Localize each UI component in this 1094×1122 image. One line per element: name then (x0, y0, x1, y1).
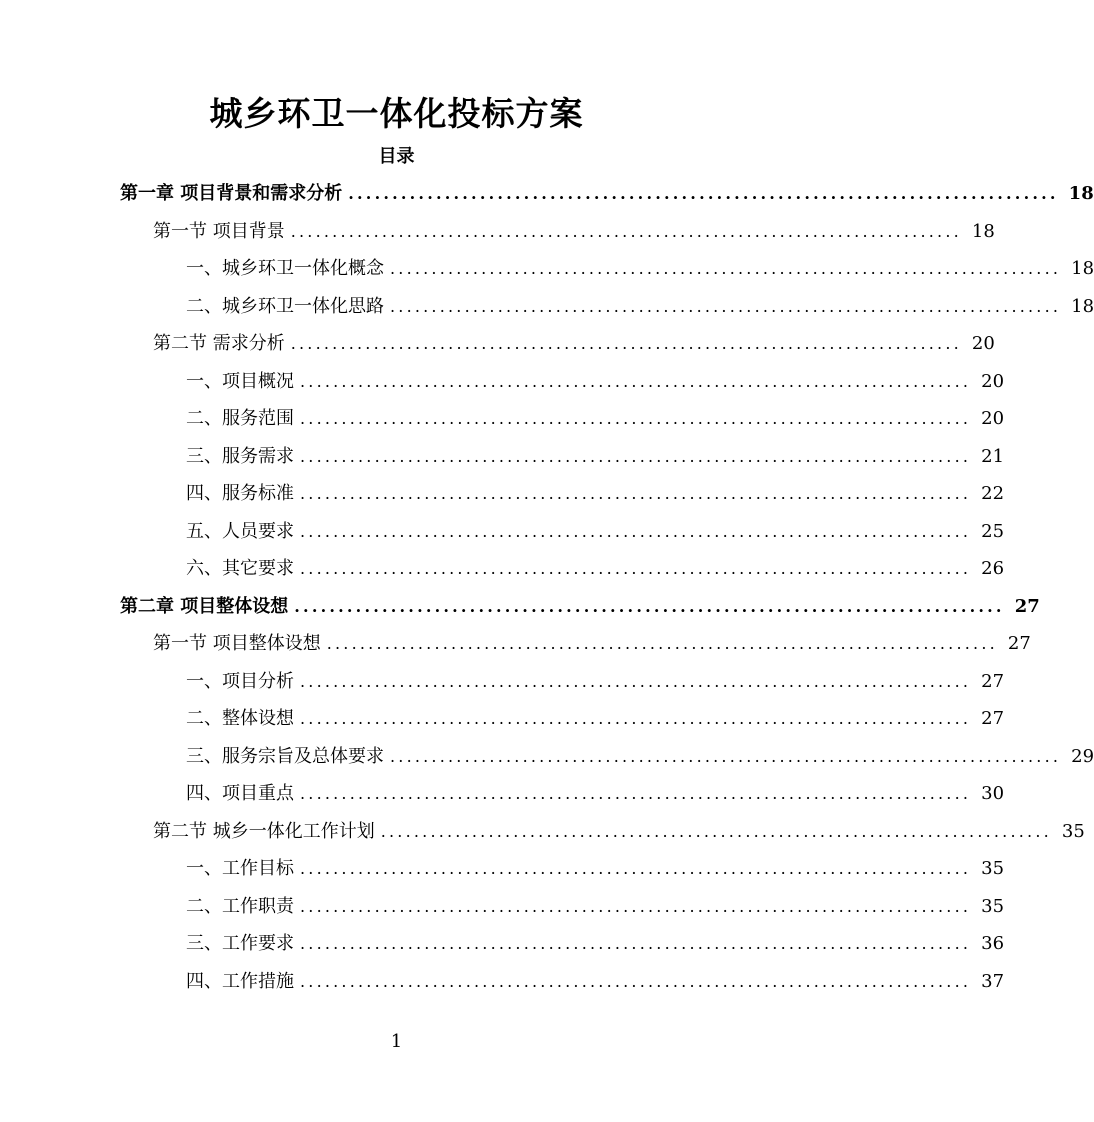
toc-entry-label: 二、服务范围 (186, 408, 294, 429)
toc-entry[interactable] (186, 550, 1005, 587)
toc-dot-leader: ................................................................................. (300, 896, 972, 916)
toc-entry-page: 21 (981, 445, 1005, 467)
toc-entry-page: 20 (981, 408, 1005, 429)
toc-entry-label: 四、工作措施 (186, 970, 294, 992)
toc-entry[interactable] (186, 475, 1005, 512)
toc-heading: 目录 (378, 146, 415, 167)
toc-dot-leader: ................................................................................. (390, 746, 1062, 766)
toc-dot-leader: ................................................................................. (300, 709, 972, 728)
toc-entry-page: 27 (981, 708, 1005, 729)
toc-dot-leader: ................................................................................. (300, 484, 972, 503)
toc-entry-label: 五、人员要求 (186, 520, 294, 542)
toc-dot-leader: ................................................................................. (294, 596, 1005, 616)
toc-entry-page: 26 (981, 558, 1005, 579)
toc-entry-label: 三、工作要求 (186, 933, 294, 954)
toc-dot-leader: ................................................................................. (300, 521, 972, 541)
toc-dot-leader: ................................................................................. (290, 334, 962, 353)
toc-entry-label: 二、城乡环卫一体化思路 (186, 295, 384, 317)
toc-entry[interactable] (186, 963, 1005, 1000)
toc-entry-page: 18 (971, 220, 995, 242)
toc-entry-page: 29 (1071, 745, 1094, 767)
toc-entry-page: 27 (981, 670, 1005, 692)
toc-entry-page: 30 (981, 783, 1005, 804)
toc-entry-page: 27 (1007, 633, 1031, 654)
toc-dot-leader: ................................................................................. (300, 859, 972, 878)
toc-entry[interactable] (186, 775, 1005, 812)
toc-entry-page: 20 (981, 370, 1005, 392)
toc-entry-label: 六、其它要求 (186, 558, 294, 579)
toc-dot-leader: ................................................................................. (300, 409, 972, 428)
toc-entry-label: 第一章 项目背景和需求分析 (120, 183, 343, 204)
toc-entry-page: 18 (1071, 295, 1094, 317)
toc-entry[interactable] (186, 663, 1005, 700)
toc-entry-label: 二、工作职责 (186, 895, 294, 917)
page-number: 1 (390, 1031, 403, 1052)
toc-entry[interactable] (186, 700, 1005, 737)
toc-entry-page: 18 (1071, 258, 1094, 279)
toc-dot-leader: ................................................................................. (390, 296, 1062, 316)
toc-entry[interactable] (186, 438, 1005, 475)
toc-entry[interactable] (186, 738, 1094, 775)
toc-entry[interactable] (153, 213, 995, 250)
toc-entry-label: 第二节 需求分析 (153, 333, 285, 354)
toc-entry[interactable] (186, 400, 1005, 437)
toc-entry-page: 35 (981, 858, 1005, 879)
toc-entry[interactable] (120, 175, 1094, 212)
toc-entry-label: 四、项目重点 (186, 783, 294, 804)
toc-entry[interactable] (153, 325, 995, 362)
toc-entry-label: 四、服务标准 (186, 483, 294, 504)
toc-dot-leader: ................................................................................. (300, 971, 972, 991)
toc-entry[interactable] (186, 288, 1094, 325)
toc-entry[interactable] (186, 513, 1005, 550)
toc-dot-leader: ................................................................................. (326, 634, 998, 653)
toc-dot-leader: ................................................................................. (300, 371, 972, 391)
toc-entry[interactable] (153, 813, 1085, 850)
toc-entry-page: 35 (981, 895, 1005, 917)
toc-entry[interactable] (120, 588, 1040, 625)
toc-dot-leader: ................................................................................. (300, 671, 972, 691)
toc-entry-label: 第二章 项目整体设想 (120, 595, 289, 617)
toc-entry[interactable] (186, 925, 1005, 962)
toc-entry-label: 一、项目概况 (186, 370, 294, 392)
toc-entry-label: 二、整体设想 (186, 708, 294, 729)
toc-entry[interactable] (186, 363, 1005, 400)
toc-entry[interactable] (153, 625, 1031, 662)
toc-entry-page: 36 (981, 933, 1005, 954)
toc-dot-leader: ................................................................................. (300, 784, 972, 803)
toc-entry-label: 三、服务需求 (186, 445, 294, 467)
toc-entry-label: 第二节 城乡一体化工作计划 (153, 820, 375, 842)
toc-entry-label: 一、城乡环卫一体化概念 (186, 258, 384, 279)
toc-dot-leader: ................................................................................. (300, 446, 972, 466)
toc-entry[interactable] (186, 850, 1005, 887)
toc-dot-leader: ................................................................................. (300, 934, 972, 953)
document-title: 城乡环卫一体化投标方案 (209, 94, 584, 133)
toc-entry-page: 18 (1068, 183, 1094, 204)
toc-entry-label: 第一节 项目整体设想 (153, 633, 321, 654)
toc-entry-label: 一、项目分析 (186, 670, 294, 692)
toc-entry-page: 20 (971, 333, 995, 354)
toc-entry-label: 一、工作目标 (186, 858, 294, 879)
toc-dot-leader: ................................................................................. (290, 221, 962, 241)
toc-entry-page: 37 (981, 970, 1005, 992)
toc-dot-leader: ................................................................................. (300, 559, 972, 578)
toc-entry-page: 27 (1014, 595, 1040, 617)
toc-entry-page: 35 (1061, 820, 1085, 842)
toc-entry[interactable] (186, 250, 1094, 287)
toc-entry[interactable] (186, 888, 1005, 925)
toc-dot-leader: ................................................................................. (390, 259, 1062, 278)
toc-dot-leader: ................................................................................. (348, 184, 1059, 203)
toc-entry-page: 22 (981, 483, 1005, 504)
toc-entry-label: 三、服务宗旨及总体要求 (186, 745, 384, 767)
toc-entry-label: 第一节 项目背景 (153, 220, 285, 242)
toc-entry-page: 25 (981, 520, 1005, 542)
toc-dot-leader: ................................................................................. (380, 821, 1052, 841)
